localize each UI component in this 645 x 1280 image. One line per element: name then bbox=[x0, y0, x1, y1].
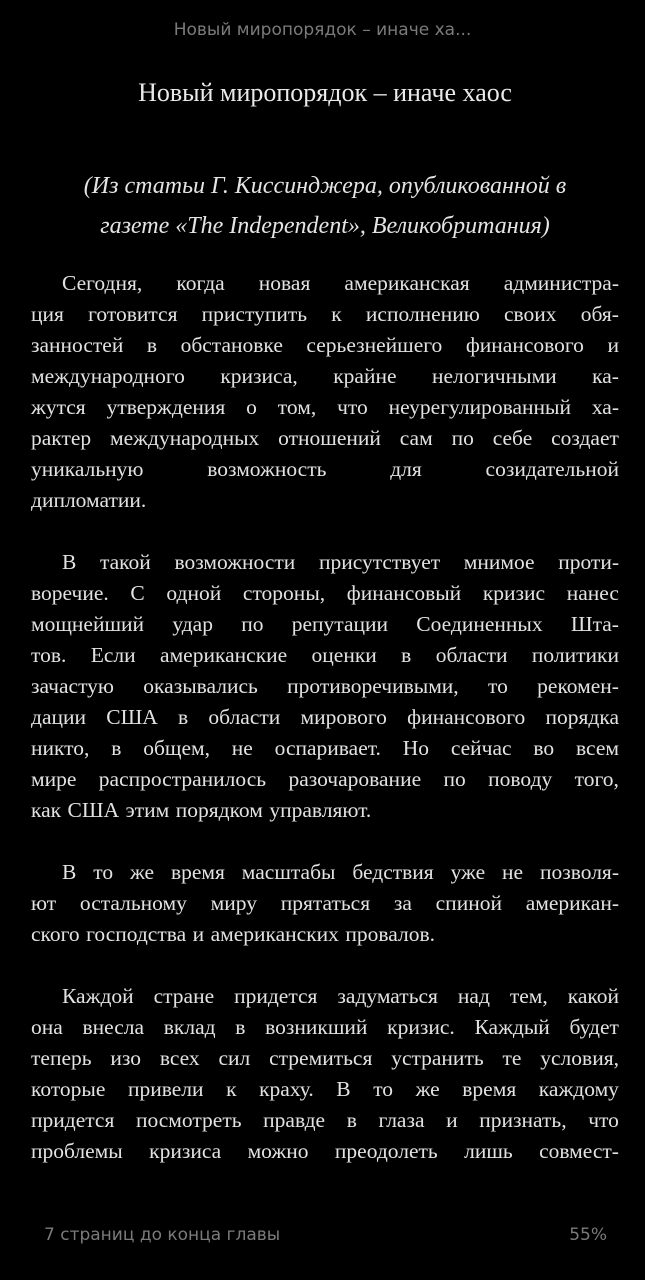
text-line: мире распространилось разочарование по поводу того, bbox=[31, 767, 619, 791]
text-line: занностей в обстановке серьезнейшего финансового и bbox=[31, 333, 619, 357]
chapter-title: Новый миропорядок – иначе хаос bbox=[138, 78, 512, 107]
body-text bbox=[31, 268, 619, 1198]
text-line: мощнейший удар по репутации Соединенных Шта- bbox=[31, 612, 619, 636]
paragraph bbox=[31, 547, 619, 826]
pages-left-indicator: 7 страниц до конца главы bbox=[44, 1225, 281, 1245]
text-line: дипломатии. bbox=[31, 488, 147, 512]
text-line: дации США в области мирового финансового порядка bbox=[31, 705, 619, 729]
text-line: Сегодня, когда новая американская администра- bbox=[62, 271, 619, 295]
text-line: ция готовится приступить к исполнению своих обя- bbox=[31, 302, 619, 326]
text-line: тов. Если американские оценки в области политики bbox=[31, 643, 619, 667]
text-line: уникальную возможность для созидательной bbox=[31, 457, 619, 481]
text-line: рактер международных отношений сам по себе создает bbox=[31, 426, 619, 450]
text-line: как США этим порядком управляют. bbox=[31, 798, 372, 822]
text-line: В то же время масштабы бедствия уже не позволя- bbox=[62, 860, 619, 884]
paragraph bbox=[31, 857, 619, 950]
text-line: В такой возможности присутствует мнимое проти- bbox=[62, 550, 619, 574]
reading-progress: 55% bbox=[569, 1225, 607, 1245]
epigraph bbox=[31, 166, 619, 246]
text-line: никто, в общем, не оспаривает. Но сейчас во всем bbox=[31, 736, 619, 760]
book-title-header[interactable]: Новый миропорядок – иначе ха... bbox=[173, 20, 472, 40]
text-line: теперь изо всех сил стремиться устранить те условия, bbox=[31, 1046, 619, 1070]
epigraph-line: газете «The Independent», Великобритания) bbox=[100, 213, 550, 239]
text-line: она внесла вклад в возникший кризис. Каждый будет bbox=[31, 1015, 619, 1039]
text-line: Каждой стране придется задуматься над тем, какой bbox=[62, 984, 619, 1008]
epigraph-line: (Из статьи Г. Киссинджера, опубликованной в bbox=[83, 173, 567, 199]
text-line: международного кризиса, крайне нелогичными ка- bbox=[31, 364, 619, 388]
text-line: зачастую оказывались противоречивыми, то рекомен- bbox=[31, 674, 619, 698]
text-line: жутся утверждения о том, что неурегулированный ха- bbox=[31, 395, 619, 419]
text-line: придется посмотреть правде в глаза и признать, что bbox=[31, 1108, 619, 1132]
text-line: проблемы кризиса можно преодолеть лишь совмест- bbox=[31, 1139, 619, 1163]
text-line: ского господства и американских провалов. bbox=[31, 922, 435, 946]
paragraph bbox=[31, 268, 619, 516]
text-line: которые привели к краху. В то же время каждому bbox=[31, 1077, 619, 1101]
text-line: воречие. С одной стороны, финансовый кризис нанес bbox=[31, 581, 619, 605]
text-line: ют остальному миру прятаться за спиной американ- bbox=[31, 891, 619, 915]
paragraph bbox=[31, 981, 619, 1167]
